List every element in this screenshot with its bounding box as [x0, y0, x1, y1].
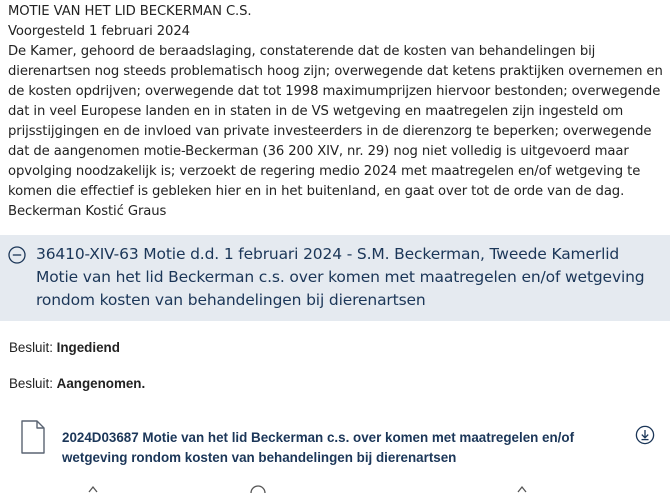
accordion-header[interactable] — [0, 235, 670, 321]
upload-icon[interactable] — [515, 478, 529, 497]
motion-body: De Kamer, gehoord de beraadslaging, constaterende dat de kosten van behandelingen bij dierenartsen nog steeds problematisch hoog zijn; overwegende dat ketens praktijken overnemen en de kosten opdrijven; overwegende dat tot 1998 maximumprijzen hiervoor bestonden; overwegende dat in veel Europese landen en in staten in de VS wetgeving en maatregelen zijn ingesteld om prijsstijgingen en de invloed van private investeerders in de dierenzorg te beperken; overwegende dat de aangenomen motie-Beckerman (36 200 XIV, nr. 29) nog niet volledig is uitgevoerd maar opvolging noodzakelijk is; verzoekt de regering medio 2024 met maatregelen en/of wetgeving te komen die effectief is gebleken hier en in het buitenland, en gaat over tot de orde van de dag. Beckerman Kostić Graus — [8, 44, 663, 219]
document-row — [0, 416, 670, 472]
bottom-icon-row — [0, 478, 670, 487]
download-icon[interactable] — [635, 425, 655, 449]
decision-value: Ingediend — [56, 340, 120, 355]
decision-aangenomen — [9, 376, 145, 391]
motion-date: Voorgesteld 1 februari 2024 — [8, 24, 190, 39]
decision-label: Besluit: — [9, 376, 53, 391]
decision-ingediend — [9, 340, 120, 355]
motion-text — [8, 2, 663, 222]
document-link[interactable]: 2024D03687 Motie van het lid Beckerman c.s. over komen met maatregelen en/of wetgeving rondom kosten van behandelingen bij dierenartsen — [62, 430, 575, 465]
info-icon[interactable] — [250, 478, 266, 497]
document-icon — [21, 420, 45, 458]
share-icon[interactable] — [86, 478, 100, 497]
accordion-title[interactable]: 36410-XIV-63 Motie d.d. 1 februari 2024 - S.M. Beckerman, Tweede Kamerlid Motie van het lid Beckerman c.s. over komen met maatregelen en/of wetgeving rondom kosten van behandelingen bij dierenartsen — [36, 245, 645, 309]
decision-value: Aangenomen. — [56, 376, 146, 391]
decision-label: Besluit: — [9, 340, 53, 355]
motion-title: MOTIE VAN HET LID BECKERMAN C.S. — [8, 4, 252, 19]
minus-circle-icon[interactable] — [8, 246, 26, 264]
